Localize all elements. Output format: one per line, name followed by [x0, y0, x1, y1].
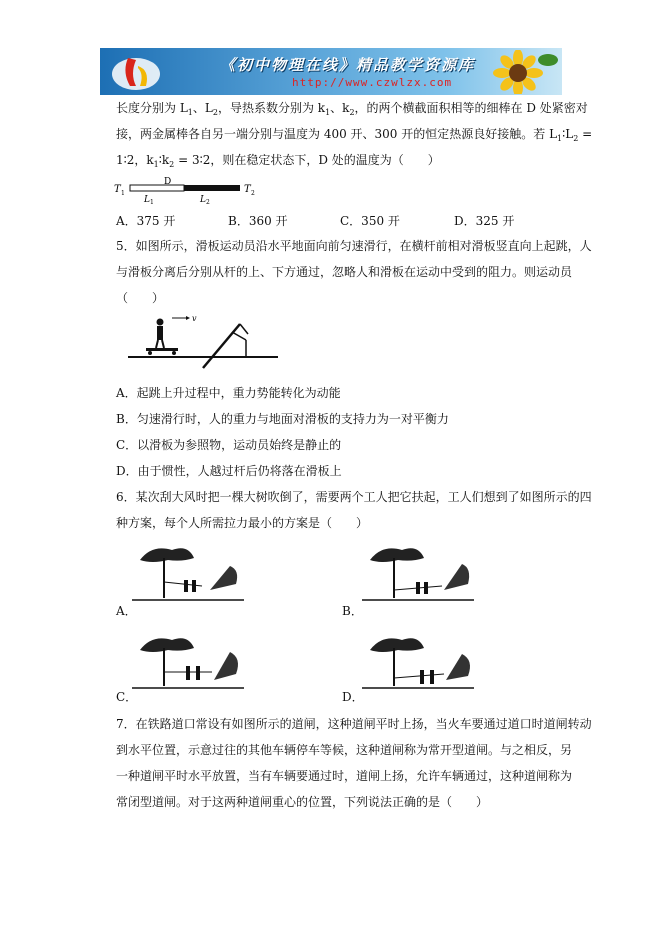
- q6-line-1: 6．某次刮大风时把一棵大树吹倒了，需要两个工人把它扶起，工人们想到了如图所示的四: [116, 490, 592, 504]
- tree-figure-d: [362, 632, 482, 692]
- q6-label-a[interactable]: A．: [116, 604, 137, 618]
- q5-option-a[interactable]: A．起跳上升过程中，重力势能转化为动能: [116, 386, 341, 400]
- d-label: D: [164, 177, 172, 187]
- q7-line-4: 常闭型道闸。对于这两种道闸重心的位置，下列说法正确的是（ ）: [116, 795, 489, 809]
- header-banner: [100, 48, 562, 95]
- q5-line-2: 与滑板分离后分别从杆的上、下方通过，忽略人和滑板在运动中受到的阻力。则运动员: [116, 265, 573, 279]
- tree-figure-a: [132, 540, 252, 604]
- t1-sub: 1: [121, 190, 125, 197]
- q4-option-c[interactable]: C．350 开: [340, 214, 400, 228]
- q4-option-b[interactable]: B．360 开: [228, 214, 288, 228]
- q6-line-2: 种方案，每个人所需拉力最小的方案是（ ）: [116, 516, 369, 530]
- q4-option-d[interactable]: D．325 开: [454, 214, 515, 228]
- q5-line-3: （ ）: [116, 291, 165, 305]
- q5-option-c[interactable]: C．以滑板为参照物，运动员始终是静止的: [116, 438, 342, 452]
- l1-label: L: [144, 195, 150, 205]
- skateboard: [146, 348, 178, 351]
- t1-label: T: [114, 184, 121, 195]
- svg-text:2: 2: [251, 190, 255, 197]
- q6-label-d[interactable]: D．: [342, 690, 364, 704]
- q6-label-c[interactable]: C．: [116, 690, 138, 704]
- sunflower-icon: [478, 50, 558, 94]
- rod-1: [130, 185, 184, 191]
- q4-line-1: 长度分别为 $L_1$、$L_2$，导热系数分别为 $k_1$、$k_2$，的两个横截面积相等的细棒在 D 处紧密对: [116, 101, 588, 117]
- q4-option-a[interactable]: A．375 开: [116, 214, 176, 228]
- q4-line-3: 1∶2，$k_1∶k_2$ = 3∶2，则在稳定状态下，D 处的温度为（ ）: [116, 153, 440, 169]
- skater-body: [157, 326, 163, 340]
- skateboard-figure: [128, 310, 278, 370]
- q6-label-b[interactable]: B．: [342, 604, 363, 618]
- q7-line-3: 一种道闸平时水平放置，当有车辆要通过时，道闸上扬，允许车辆通过，这种道闸称为: [116, 769, 573, 783]
- crossbar: [203, 324, 240, 368]
- l2-label: L: [200, 195, 206, 205]
- banner-title: 《初中物理在线》精品教学资源库: [220, 56, 476, 74]
- q4-rod-figure: [114, 176, 264, 206]
- site-logo-icon: [110, 52, 162, 92]
- svg-text:1: 1: [150, 199, 154, 206]
- tree-figure-c: [132, 632, 252, 692]
- velocity-label: v: [192, 314, 197, 323]
- q5-option-d[interactable]: D．由于惯性，人越过杆后仍将落在滑板上: [116, 464, 342, 478]
- q5-line-1: 5．如图所示，滑板运动员沿水平地面向前匀速滑行，在横杆前相对滑板竖直向上起跳，人: [116, 239, 592, 253]
- t2-label: T: [244, 184, 251, 195]
- q4-line-2: 接，两金属棒各自另一端分别与温度为 400 开、300 开的恒定热源良好接触。若 $L_1∶L_2$ =: [116, 127, 593, 143]
- skater-head: [157, 319, 164, 326]
- q7-line-1: 7．在铁路道口常设有如图所示的道闸，这种道闸平时上扬，当火车要通过道口时道闸转动: [116, 717, 592, 731]
- tree-figure-b: [362, 540, 482, 604]
- q5-option-b[interactable]: B．匀速滑行时，人的重力与地面对滑板的支持力为一对平衡力: [116, 412, 449, 426]
- q7-line-2: 到水平位置，示意过往的其他车辆停车等候，这种道闸称为常开型道闸。与之相反，另: [116, 743, 573, 757]
- banner-url[interactable]: http://www.czwlzx.com: [292, 76, 453, 89]
- rod-2: [184, 185, 240, 191]
- svg-text:2: 2: [206, 199, 210, 206]
